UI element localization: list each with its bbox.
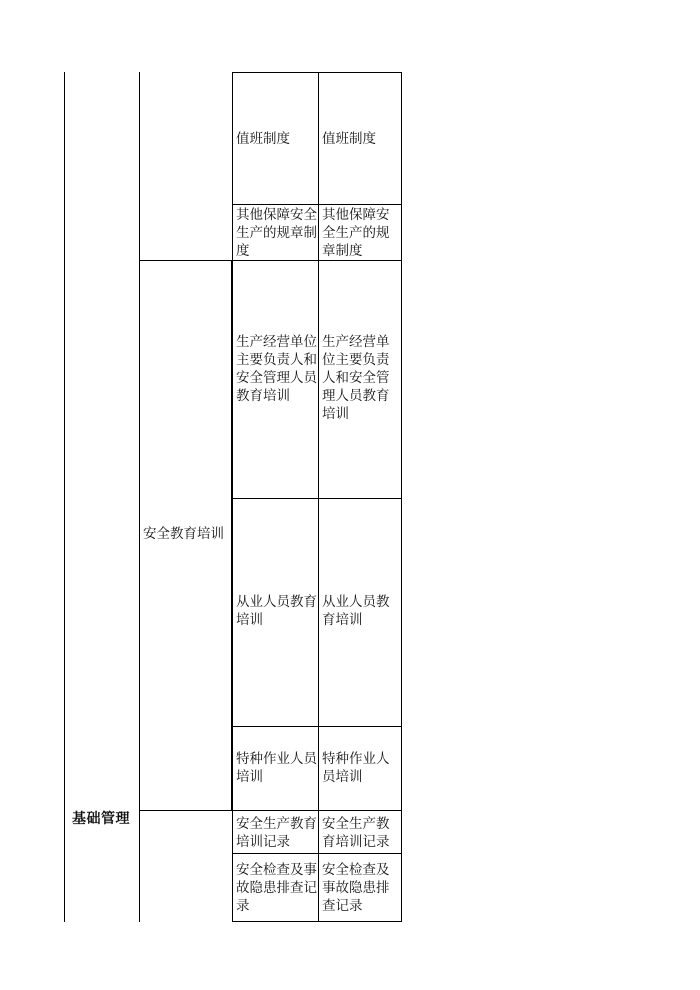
content-cell: 安全生产教育培训记录 — [322, 816, 390, 850]
category-label: 基础管理 — [72, 811, 130, 827]
row-border-3 — [232, 498, 402, 499]
row-border-1 — [232, 204, 402, 205]
content-cell: 值班制度 — [322, 131, 376, 147]
content-right-border — [401, 72, 402, 922]
item-cell: 值班制度 — [236, 131, 290, 147]
item-left-border — [232, 72, 233, 922]
row-border-4 — [232, 726, 402, 727]
row-border-5 — [139, 810, 402, 811]
content-cell: 特种作业人员培训 — [322, 751, 390, 785]
content-cell: 安全检查及事故隐患排查记录 — [322, 862, 390, 914]
category-left-border — [64, 72, 65, 922]
content-cell: 生产经营单位主要负责人和安全管理人员教育培训 — [322, 334, 390, 422]
item-cell: 其他保障安全生产的规章制度 — [236, 207, 317, 259]
row-border-2 — [139, 260, 402, 261]
item-right-border — [318, 72, 319, 922]
section-left-border — [139, 72, 140, 922]
item-cell: 安全检查及事故隐患排查记录 — [236, 862, 317, 914]
row-border-bottom — [232, 921, 402, 922]
item-cell: 安全生产教育培训记录 — [236, 816, 317, 850]
item-cell: 生产经营单位主要负责人和安全管理人员教育培训 — [236, 334, 317, 404]
content-cell: 其他保障安全生产的规章制度 — [322, 207, 390, 259]
content-cell: 从业人员教育培训 — [322, 594, 390, 628]
item-cell: 从业人员教育培训 — [236, 594, 317, 628]
item-cell: 特种作业人员培训 — [236, 751, 317, 785]
row-border-6 — [232, 853, 402, 854]
row-border-top — [232, 72, 402, 73]
section-label: 安全教育培训 — [143, 526, 224, 542]
